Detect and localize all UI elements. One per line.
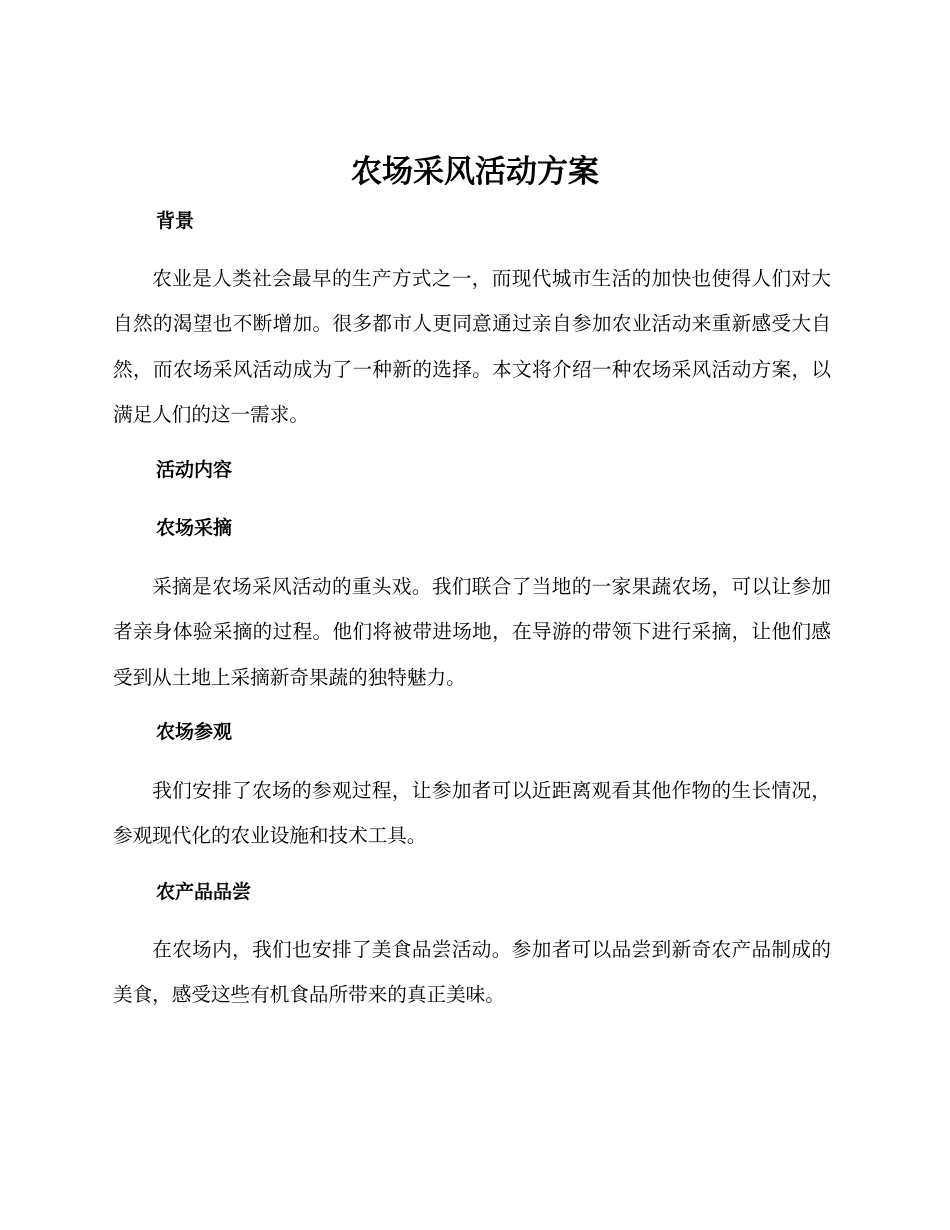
document-title: 农场采风活动方案 <box>351 154 599 190</box>
paragraph-background: 农业是人类社会最早的生产方式之一，而现代城市生活的加快也使得人们对大自然的渴望也不断增加。很多都市人更同意通过亲自参加农业活动来重新感受大自然，而农场采风活动成为了一种新的选择。本文将介绍一种农场采风活动方案，以满足人们的这一需求。 <box>113 267 831 426</box>
section-heading-activities: 活动内容 <box>156 459 233 481</box>
paragraph-visit: 我们安排了农场的参观过程，让参加者可以近距离观看其他作物的生长情况，参观现代化的农业设施和技术工具。 <box>113 779 831 848</box>
subsection-heading-visit: 农场参观 <box>156 721 233 743</box>
section-heading-background: 背景 <box>156 210 195 232</box>
subsection-heading-tasting: 农产品品尝 <box>156 881 252 903</box>
paragraph-tasting: 在农场内，我们也安排了美食品尝活动。参加者可以品尝到新奇农产品制成的美食，感受这些有机食品所带来的真正美味。 <box>113 938 831 1007</box>
paragraph-picking: 采摘是农场采风活动的重头戏。我们联合了当地的一家果蔬农场，可以让参加者亲身体验采摘的过程。他们将被带进场地，在导游的带领下进行采摘，让他们感受到从土地上采摘新奇果蔬的独特魅力。 <box>113 575 831 689</box>
subsection-heading-picking: 农场采摘 <box>156 517 233 539</box>
